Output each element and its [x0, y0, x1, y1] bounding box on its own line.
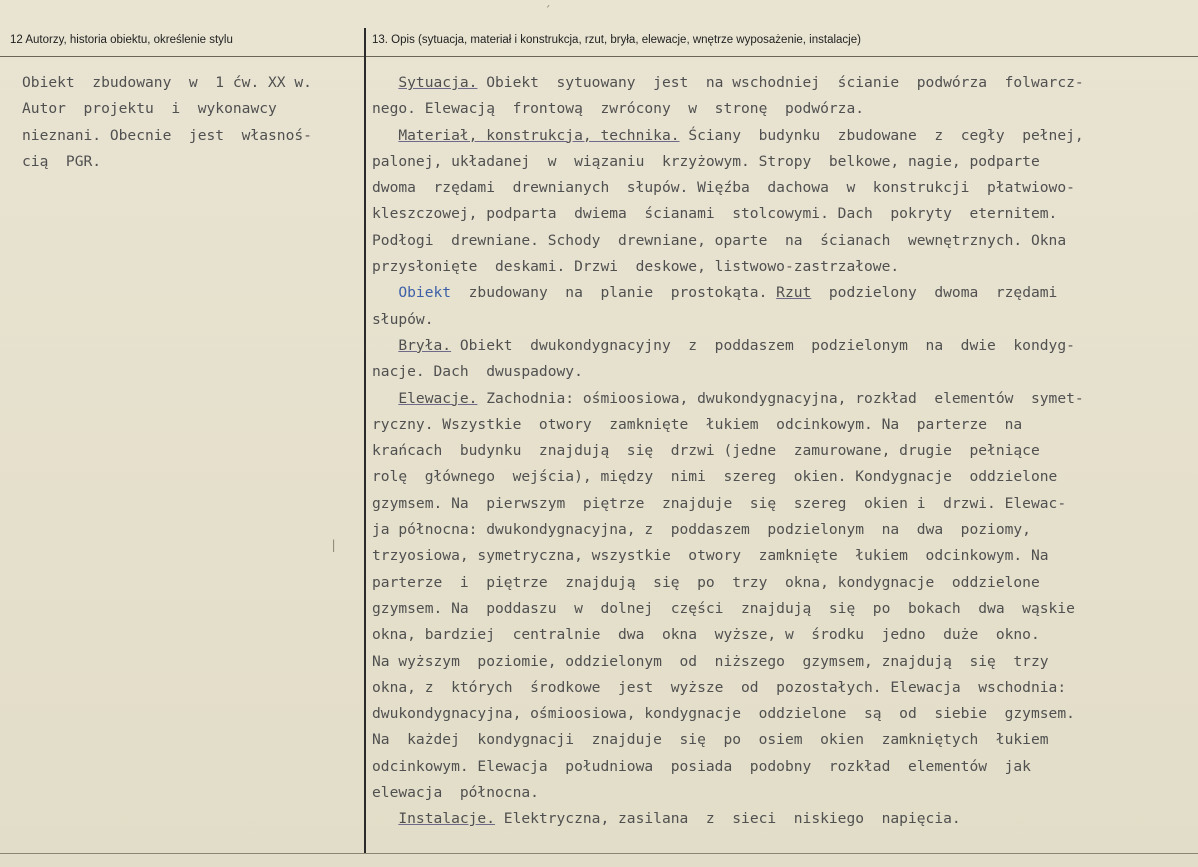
text-run: nacje. Dach dwuspadowy. [372, 363, 583, 381]
text-run: palonej, układanej w wiązaniu krzyżowym. Stropy belkowe, nagie, podparte [372, 152, 1040, 170]
underlined-heading: Materiał, konstrukcja, technika. [398, 126, 680, 144]
text-line [372, 780, 1084, 806]
text-line [372, 254, 1084, 280]
text-line [372, 228, 1084, 254]
text-line [372, 727, 1084, 753]
section-12-header: 12 Autorzy, historia obiektu, określenie stylu [10, 34, 233, 46]
text-run: parterze i piętrze znajdują się po trzy okna, kondygnacje oddzielone [372, 573, 1040, 591]
text-run: Zachodnia: ośmioosiowa, dwukondygnacyjna, rozkład elementów symet- [477, 389, 1084, 407]
text-run: trzyosiowa, symetryczna, wszystkie otwory zamknięte łukiem odcinkowym. Na [372, 547, 1049, 565]
underlined-heading: Instalacje. [398, 810, 496, 828]
text-line [372, 386, 1084, 412]
text-run: gzymsem. Na poddaszu w dolnej części znajdują się po bokach dwa wąskie [372, 599, 1075, 617]
text-line [372, 649, 1084, 675]
text-run: ja północna: dwukondygnacyjna, z poddaszem podzielonym na dwa poziomy, [372, 521, 1031, 539]
highlighted-word: Obiekt [398, 284, 452, 302]
text-line [372, 333, 1084, 359]
text-line [372, 622, 1084, 648]
paper-speck: ´ [544, 4, 552, 18]
text-run: ryczny. Wszystkie otwory zamknięte łukiem odcinkowym. Na parterze na [372, 415, 1023, 433]
text-run [372, 337, 398, 354]
text-run: rolę głównego wejścia), między nimi szereg okien. Kondygnacje oddzielone [372, 468, 1058, 486]
text-run: gzymsem. Na pierwszym piętrze znajduje się szereg okien i drzwi. Elewac- [372, 494, 1067, 512]
text-run: dwukondygnacyjna, ośmioosiowa, kondygnacje oddzielone są od siebie gzymsem. [372, 705, 1075, 723]
text-run: Obiekt dwukondygnacyjny z poddaszem podzielonym na dwie kondyg- [451, 336, 1075, 354]
text-run: nego. Elewacją frontową zwrócony w stronę podwórza. [372, 100, 865, 118]
text-run [372, 127, 398, 144]
text-line [372, 701, 1084, 727]
text-run: Podłogi drewniane. Schody drewniane, oparte na ścianach wewnętrznych. Okna [372, 231, 1067, 249]
text-run: Ściany budynku zbudowane z cegły pełnej, [679, 126, 1084, 144]
text-run: podzielony dwoma rzędami [811, 284, 1058, 302]
text-line [372, 464, 1084, 490]
bottom-rule [0, 853, 1198, 854]
text-run: elewacja północna. [372, 784, 539, 802]
text-line [372, 491, 1084, 517]
text-line [372, 517, 1084, 543]
text-run: Na każdej kondygnacji znajduje się po osiem okien zamkniętych łukiem [372, 731, 1049, 749]
text-run: Elektryczna, zasilana z sieci niskiego napięcia. [495, 810, 961, 828]
text-line [372, 675, 1084, 701]
section-13-header: 13. Opis (sytuacja, materiał i konstrukcja, rzut, bryła, elewacje, wnętrze wyposażenie, instalacje) [372, 34, 861, 46]
text-run: okna, z których środkowe jest wyższe od pozostałych. Elewacja wschodnia: [372, 678, 1067, 696]
text-run: Obiekt sytuowany jest na wschodniej ścianie podwórza folwarcz- [477, 74, 1084, 91]
text-run: przysłonięte deskami. Drzwi deskowe, listwowo-zastrzałowe. [372, 258, 900, 276]
underlined-heading: Rzut [776, 284, 812, 302]
description-text [372, 70, 1084, 833]
text-line [372, 201, 1084, 227]
text-run [372, 284, 398, 301]
text-line [372, 754, 1084, 780]
text-line [372, 149, 1084, 175]
text-run: okna, bardziej centralnie dwa okna wyższe, w środku jedno duże okno. [372, 626, 1040, 644]
text-run [372, 74, 398, 91]
underlined-heading: Bryła. [398, 336, 452, 354]
text-line: Obiekt zbudowany w 1 ćw. XX w. [22, 74, 312, 91]
text-line [372, 412, 1084, 438]
text-line: nieznani. Obecnie jest własnoś- [22, 126, 312, 144]
text-line [372, 175, 1084, 201]
text-line [372, 70, 1084, 96]
text-line [372, 280, 1084, 306]
header-rule-right [366, 56, 1198, 57]
underlined-heading: Elewacje. [398, 389, 478, 407]
text-run: dwoma rzędami drewnianych słupów. Więźba dachowa w konstrukcji płatwiowo- [372, 179, 1075, 197]
text-run [372, 390, 398, 407]
text-line [372, 806, 1084, 832]
authors-history-text [22, 70, 312, 175]
text-run [372, 810, 398, 827]
text-line [372, 96, 1084, 122]
text-run: krańcach budynku znajdują się drzwi (jedne zamurowane, drugie pełniące [372, 442, 1040, 460]
text-line [372, 543, 1084, 569]
text-run: słupów. [372, 310, 434, 328]
text-run: kleszczowej, podparta dwiema ścianami stolcowymi. Dach pokryty eternitem. [372, 205, 1058, 223]
text-run: zbudowany na planie prostokąta. [451, 284, 777, 302]
text-run: Na wyższym poziomie, oddzielonym od niższego gzymsem, znajdują się trzy [372, 652, 1049, 670]
text-line [372, 307, 1084, 333]
underlined-heading: Sytuacja. [398, 74, 478, 91]
paper-speck: | [330, 538, 338, 552]
text-run: odcinkowym. Elewacja południowa posiada podobny rozkład elementów jak [372, 757, 1031, 775]
text-line: Autor projektu i wykonawcy [22, 100, 277, 118]
header-rule-left [0, 56, 364, 57]
column-divider [364, 28, 366, 854]
text-line [372, 123, 1084, 149]
text-line [372, 570, 1084, 596]
text-line [372, 359, 1084, 385]
text-line: cią PGR. [22, 152, 102, 170]
text-line [372, 438, 1084, 464]
text-line [372, 596, 1084, 622]
